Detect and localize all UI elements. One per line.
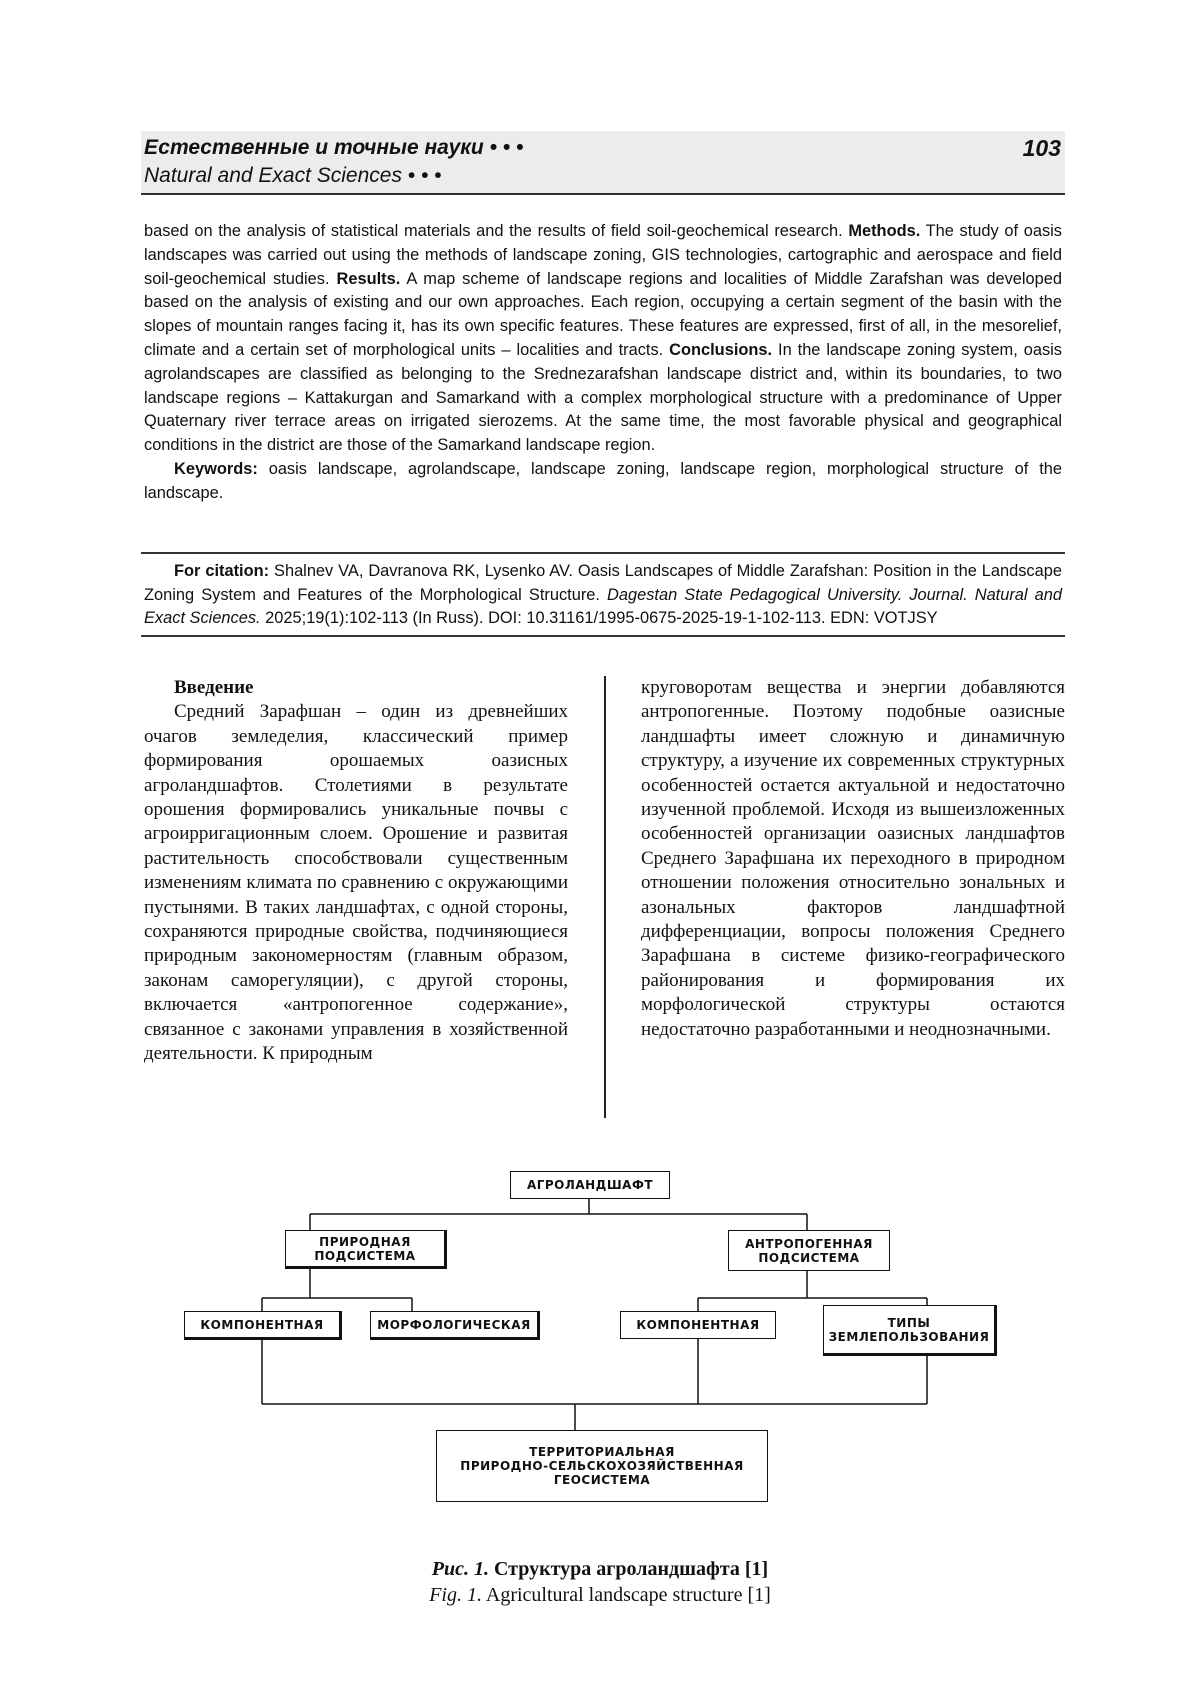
land-use-line1: ТИПЫ <box>829 1316 990 1330</box>
section-heading: Введение <box>144 676 568 700</box>
body-column-left <box>144 676 568 1067</box>
results-label: Results. <box>337 270 401 288</box>
citation-authors-title: Shalnev VA, Davranova RK, Lysenko AV. Oasis Landscapes of Middle Zarafshan: Position in the Landscape Zoning System and Features of the Morphological Structure. <box>144 562 1062 604</box>
abstract <box>144 220 1062 506</box>
anthropogenic-component-box <box>620 1311 776 1339</box>
natural-subsystem-line2: ПОДСИСТЕМА <box>314 1249 415 1263</box>
natural-component-label: КОМПОНЕНТНАЯ <box>200 1318 323 1332</box>
land-use-line2: ЗЕМЛЕПОЛЬЗОВАНИЯ <box>829 1330 990 1344</box>
abstract-intro: based on the analysis of statistical materials and the results of field soil-geochemical research. <box>144 222 843 240</box>
natural-subsystem-line1: ПРИРОДНАЯ <box>314 1235 415 1249</box>
abstract-body <box>144 220 1062 458</box>
anthropogenic-subsystem-box <box>728 1230 890 1271</box>
morphological-box <box>370 1311 540 1340</box>
agrolandscape-box <box>510 1171 670 1199</box>
running-header <box>141 131 1065 195</box>
citation-journal: Dagestan State Pedagogical University. Journal. Natural and Exact Sciences. <box>144 586 1062 628</box>
conclusions-text: In the landscape zoning system, oasis agrolandscapes are classified as belonging to the Srednezarafshan landscape district and, within its boundaries, to two landscape regions – Kattakurgan and Samarkand with a complex morphological structure with a predominance of Upper Quaternary river terrace areas on irrigated sierozems. At the same time, the most favorable physical and geographical conditions in the district are those of the Samarkand landscape region. <box>144 341 1062 454</box>
caption-ru-label: Рис. 1. <box>432 1558 489 1580</box>
geosystem-line1: ТЕРРИТОРИАЛЬНАЯ <box>460 1445 743 1459</box>
morphological-label: МОРФОЛОГИЧЕСКАЯ <box>377 1318 530 1332</box>
results-text: A map scheme of landscape regions and localities of Middle Zarafshan was developed based on the analysis of existing and our own approaches. Each region, occupying a certain segment of the basin with the slopes of mountain ranges facing it, has its own specific features. These features are expressed, first of all, in the mesorelief, climate and a certain set of morphological units – localities and tracts. <box>144 270 1062 359</box>
keywords <box>144 458 1062 506</box>
journal-section-title-ru: Естественные и точные науки • • • <box>144 136 523 160</box>
agrolandscape-structure-diagram <box>180 1168 1040 1548</box>
caption-en <box>0 1582 1200 1608</box>
anthropogenic-subsystem-line1: АНТРОПОГЕННАЯ <box>745 1237 873 1251</box>
anthropogenic-component-label: КОМПОНЕНТНАЯ <box>636 1318 759 1332</box>
body-column-right <box>641 676 1065 1042</box>
page-number: 103 <box>1023 135 1061 162</box>
figure-caption <box>0 1556 1200 1608</box>
citation-block <box>141 552 1065 637</box>
keywords-text: oasis landscape, agrolandscape, landscape zoning, landscape region, morphological structure of the landscape. <box>144 460 1062 502</box>
caption-en-text: Agricultural landscape structure [1] <box>486 1584 771 1606</box>
geosystem-line2: ПРИРОДНО-СЕЛЬСКОХОЗЯЙСТВЕННАЯ <box>460 1459 743 1473</box>
methods-label: Methods. <box>848 222 920 240</box>
territorial-geosystem-box <box>436 1430 768 1502</box>
column-divider <box>604 676 606 1118</box>
methods-text: The study of oasis landscapes was carried out using the methods of landscape zoning, GIS technologies, cartographic and aerospace and field soil-geochemical studies. <box>144 222 1062 288</box>
intro-paragraph-left: Средний Зарафшан – один из древнейших очагов земледелия, классический пример формирования орошаемых оазисных агроландшафтов. Столетиями в результате орошения формировались уникальные почвы с агроирригационным слоем. Орошение и развитая растительность способствовали существенным изменениям климата по сравнению с окружающими пустынями. В таких ландшафтах, с одной стороны, сохраняются природные свойства, подчиняющиеся природным закономерностям (главным образом, законам саморегуляции), с другой стороны, включается «антропогенное содержание», связанное с законами управления в хозяйственной деятельности. К природным <box>144 700 568 1066</box>
natural-component-box <box>184 1311 342 1340</box>
citation-details: 2025;19(1):102-113 (In Russ). DOI: 10.31161/1995-0675-2025-19-1-102-113. EDN: VOTJSY <box>265 609 937 627</box>
caption-ru-text: Структура агроландшафта [1] <box>494 1558 768 1580</box>
conclusions-label: Conclusions. <box>669 341 772 359</box>
citation-label: For citation: <box>174 562 269 580</box>
citation-text <box>144 560 1062 631</box>
intro-paragraph-right: круговоротам вещества и энергии добавляются антропогенные. Поэтому подобные оазисные ландшафты имеет сложную и динамичную структуру, а изучение их современных структурных особенностей остается актуальной и недостаточно изученной проблемой. Исходя из вышеизложенных особенностей организации оазисных ландшафтов Среднего Зарафшана их переходного в природном отношении положения относительно зональных и азональных факторов ландшафтной дифференциации, вопросы положения Среднего Зарафшана в системе физико-географического районирования и формирования их морфологической структуры остаются недостаточно разработанными и неоднозначными. <box>641 676 1065 1042</box>
caption-en-label: Fig. 1. <box>429 1584 482 1606</box>
geosystem-line3: ГЕОСИСТЕМА <box>460 1473 743 1487</box>
keywords-label: Keywords: <box>174 460 258 478</box>
anthropogenic-subsystem-line2: ПОДСИСТЕМА <box>745 1251 873 1265</box>
natural-subsystem-box <box>285 1230 447 1269</box>
land-use-types-box <box>823 1305 997 1356</box>
journal-section-title-en: Natural and Exact Sciences • • • <box>144 164 442 188</box>
caption-ru <box>0 1556 1200 1582</box>
agrolandscape-label: АГРОЛАНДШАФТ <box>527 1178 653 1192</box>
